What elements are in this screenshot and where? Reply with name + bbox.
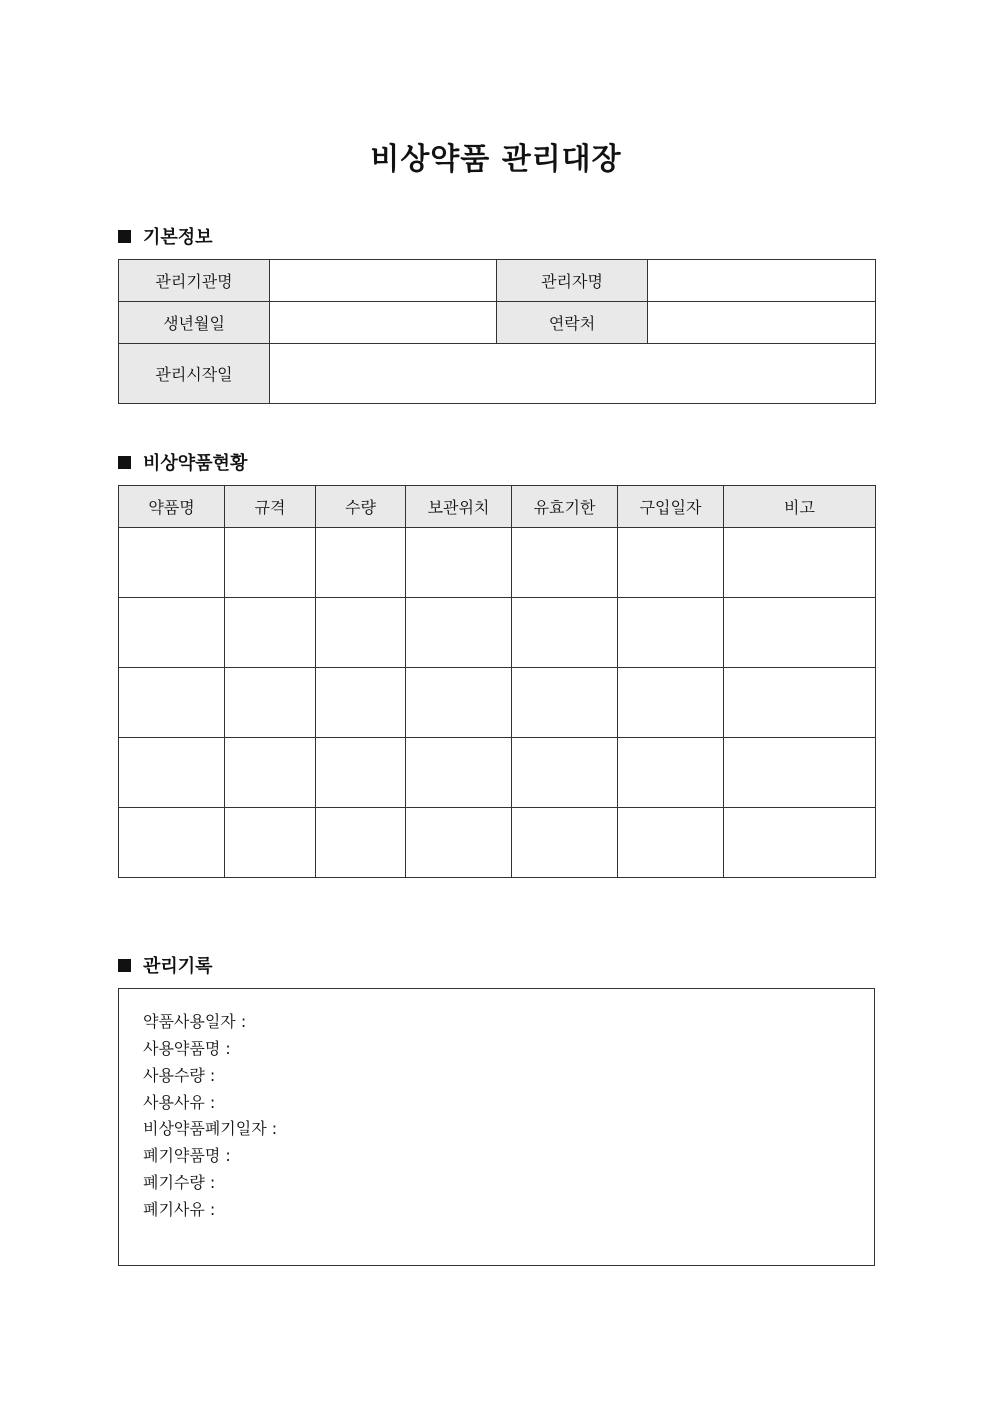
table-cell[interactable] bbox=[724, 528, 876, 598]
table-cell[interactable] bbox=[618, 668, 724, 738]
table-cell[interactable] bbox=[512, 598, 618, 668]
section-heading-basic-info bbox=[118, 223, 213, 249]
table-row bbox=[119, 808, 876, 878]
record-line-disposal-date: 비상약품폐기일자 : bbox=[143, 1119, 278, 1138]
manager-name-label: 관리자명 bbox=[497, 260, 648, 302]
table-cell[interactable] bbox=[618, 598, 724, 668]
table-row bbox=[119, 598, 876, 668]
table-cell[interactable] bbox=[724, 598, 876, 668]
record-line-usage-date: 약품사용일자 : bbox=[143, 1012, 247, 1031]
table-cell[interactable] bbox=[512, 668, 618, 738]
table-row bbox=[119, 738, 876, 808]
table-cell[interactable] bbox=[225, 598, 316, 668]
section-title: 관리기록 bbox=[143, 956, 213, 977]
table-cell[interactable] bbox=[406, 738, 512, 808]
start-date-field[interactable] bbox=[270, 344, 876, 404]
record-line-disposed-medicine: 폐기약품명 : bbox=[143, 1146, 231, 1165]
table-cell[interactable] bbox=[618, 808, 724, 878]
table-cell[interactable] bbox=[406, 528, 512, 598]
square-bullet-icon bbox=[118, 959, 131, 972]
table-cell[interactable] bbox=[225, 528, 316, 598]
table-cell[interactable] bbox=[406, 668, 512, 738]
table-cell[interactable] bbox=[225, 738, 316, 808]
section-heading-records bbox=[118, 952, 213, 978]
contact-field[interactable] bbox=[648, 302, 876, 344]
table-cell[interactable] bbox=[316, 598, 406, 668]
table-cell[interactable] bbox=[724, 808, 876, 878]
table-header-row bbox=[119, 486, 876, 528]
birth-date-label: 생년월일 bbox=[119, 302, 270, 344]
management-record-box[interactable] bbox=[118, 988, 875, 1266]
start-date-label: 관리시작일 bbox=[119, 344, 270, 404]
record-line-used-quantity: 사용수량 : bbox=[143, 1066, 216, 1085]
section-heading-stock bbox=[118, 449, 247, 475]
table-cell[interactable] bbox=[119, 528, 225, 598]
table-cell[interactable] bbox=[119, 668, 225, 738]
medicine-stock-table bbox=[118, 485, 876, 878]
table-row bbox=[119, 344, 876, 404]
table-row bbox=[119, 528, 876, 598]
record-line-used-medicine: 사용약품명 : bbox=[143, 1039, 231, 1058]
table-cell[interactable] bbox=[724, 738, 876, 808]
table-row bbox=[119, 668, 876, 738]
column-header-note: 비고 bbox=[724, 486, 876, 528]
record-line-usage-reason: 사용사유 : bbox=[143, 1093, 216, 1112]
table-cell[interactable] bbox=[119, 738, 225, 808]
record-line-disposed-quantity: 폐기수량 : bbox=[143, 1173, 216, 1192]
column-header-spec: 규격 bbox=[225, 486, 316, 528]
table-row bbox=[119, 260, 876, 302]
table-cell[interactable] bbox=[512, 808, 618, 878]
column-header-location: 보관위치 bbox=[406, 486, 512, 528]
column-header-quantity: 수량 bbox=[316, 486, 406, 528]
table-cell[interactable] bbox=[618, 528, 724, 598]
page-title: 비상약품 관리대장 bbox=[370, 142, 622, 177]
column-header-medicine-name: 약품명 bbox=[119, 486, 225, 528]
birth-date-field[interactable] bbox=[270, 302, 497, 344]
column-header-expiry: 유효기한 bbox=[512, 486, 618, 528]
contact-label: 연락처 bbox=[497, 302, 648, 344]
table-cell[interactable] bbox=[119, 598, 225, 668]
table-cell[interactable] bbox=[316, 528, 406, 598]
table-cell[interactable] bbox=[512, 528, 618, 598]
table-cell[interactable] bbox=[618, 738, 724, 808]
org-name-label: 관리기관명 bbox=[119, 260, 270, 302]
section-title: 비상약품현황 bbox=[143, 453, 248, 474]
record-line-disposal-reason: 폐기사유 : bbox=[143, 1200, 216, 1219]
org-name-field[interactable] bbox=[270, 260, 497, 302]
square-bullet-icon bbox=[118, 230, 131, 243]
table-cell[interactable] bbox=[512, 738, 618, 808]
table-cell[interactable] bbox=[225, 668, 316, 738]
section-title: 기본정보 bbox=[143, 227, 213, 248]
table-cell[interactable] bbox=[406, 808, 512, 878]
table-cell[interactable] bbox=[119, 808, 225, 878]
manager-name-field[interactable] bbox=[648, 260, 876, 302]
table-cell[interactable] bbox=[406, 598, 512, 668]
column-header-purchase-date: 구입일자 bbox=[618, 486, 724, 528]
table-cell[interactable] bbox=[316, 668, 406, 738]
basic-info-table bbox=[118, 259, 876, 404]
table-row bbox=[119, 302, 876, 344]
table-cell[interactable] bbox=[225, 808, 316, 878]
table-cell[interactable] bbox=[316, 808, 406, 878]
square-bullet-icon bbox=[118, 456, 131, 469]
table-cell[interactable] bbox=[724, 668, 876, 738]
table-cell[interactable] bbox=[316, 738, 406, 808]
